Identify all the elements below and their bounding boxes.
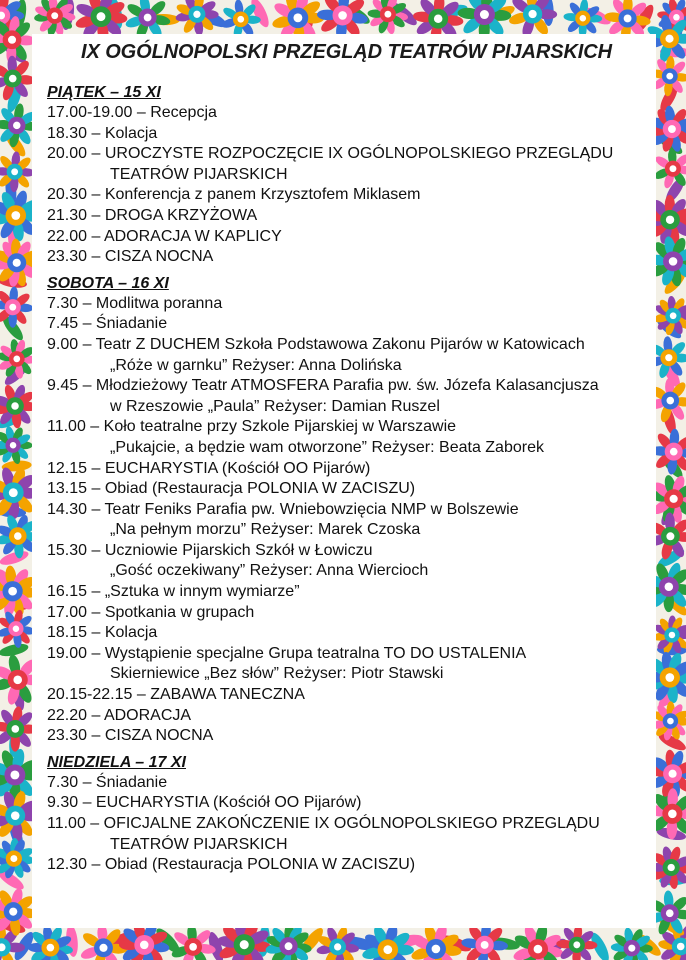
- schedule-line: 7.30 – Modlitwa poranna: [47, 294, 223, 312]
- schedule-line: 15.30 – Uczniowie Pijarskich Szkół w Łowiczu: [47, 541, 373, 559]
- flower-ornament: [0, 425, 32, 465]
- schedule-line-continuation: „Róże w garnku” Reżyser: Anna Dolińska: [110, 356, 402, 374]
- schedule-line: 18.15 – Kolacja: [47, 624, 158, 642]
- schedule-line: 12.15 – EUCHARYSTIA (Kościół OO Pijarów): [47, 459, 371, 477]
- flower-ornament: [28, 924, 74, 960]
- schedule-line: 13.15 – Obiad (Restauracja POLONIA W ZACISZU): [47, 480, 416, 498]
- flower-ornament: [34, 0, 76, 37]
- schedule-line: 23.30 – CISZA NOCNA: [47, 727, 214, 745]
- schedule-line: 20.15-22.15 – ZABAWA TANECZNA: [47, 686, 305, 704]
- flower-ornament: [611, 927, 653, 960]
- flower-ornament: [175, 0, 219, 36]
- schedule-line: 14.30 – Teatr Feniks Parafia pw. Wniebowzięcia NMP w Bolszewie: [47, 500, 519, 518]
- schedule-line-continuation: TEATRÓW PIJARSKICH: [110, 835, 288, 853]
- schedule-line-continuation: „Gość oczekiwany” Reżyser: Anna Wiercioch: [110, 562, 429, 580]
- schedule-line: 11.00 – Koło teatralne przy Szkole Pijarskiej w Warszawie: [47, 418, 457, 436]
- flower-ornament: [653, 296, 686, 336]
- flower-ornament: [367, 0, 408, 35]
- schedule-line-continuation: „Pukajcie, a będzie wam otworzone” Reżyser: Beata Zaborek: [110, 438, 544, 456]
- schedule-line: 7.45 – Śniadanie: [47, 315, 168, 333]
- day-section-saturday: [47, 274, 646, 747]
- day-heading: SOBOTA – 16 XI: [47, 274, 169, 292]
- schedule-line: 11.00 – OFICJALNE ZAKOŃCZENIE IX OGÓLNOPOLSKIEGO PRZEGLĄDU: [47, 815, 600, 832]
- day-section-sunday: [47, 753, 646, 876]
- flower-ornament: [563, 0, 602, 38]
- schedule-line: 7.30 – Śniadanie: [47, 773, 168, 791]
- schedule-line: 9.30 – EUCHARYSTIA (Kościół OO Pijarów): [47, 794, 362, 812]
- flower-ornament: [0, 609, 36, 648]
- schedule-line-continuation: „Na pełnym morzu” Reżyser: Marek Czoska: [110, 521, 421, 539]
- flower-ornament: [0, 151, 35, 192]
- day-heading: PIĄTEK – 15 XI: [47, 84, 161, 101]
- schedule-line: 9.45 – Młodzieżowy Teatr ATMOSFERA Parafia pw. św. Józefa Kalasancjusza: [47, 377, 599, 395]
- schedule-line: 12.30 – Obiad (Restauracja POLONIA W ZACISZU): [47, 856, 416, 874]
- day-section-friday: [47, 83, 646, 268]
- schedule-line: 17.00 – Spotkania w grupach: [47, 603, 255, 621]
- schedule-line: 20.00 – UROCZYSTE ROZPOCZĘCIE IX OGÓLNOPOLSKIEGO PRZEGLĄDU: [47, 145, 614, 163]
- page-title: IX OGÓLNOPOLSKI PRZEGLĄD TEATRÓW PIJARSKICH: [81, 41, 612, 63]
- schedule-line-continuation: w Rzeszowie „Paula” Reżyser: Damian Ruszel: [110, 397, 440, 415]
- flower-ornament: [653, 148, 686, 189]
- schedule-line-continuation: Skierniewice „Bez słów” Reżyser: Piotr Stawski: [110, 665, 444, 683]
- flower-ornament: [512, 923, 564, 960]
- schedule-line: 17.00-19.00 – Recepcja: [47, 104, 217, 121]
- schedule-line: 9.00 – Teatr Z DUCHEM Szkoła Podstawowa Zakonu Pijarów w Katowicach: [47, 335, 585, 353]
- day-heading: NIEDZIELA – 17 XI: [47, 753, 186, 771]
- schedule-line: 22.20 – ADORACJA: [47, 706, 192, 724]
- schedule-line-continuation: TEATRÓW PIJARSKICH: [110, 165, 288, 183]
- flower-ornament: [0, 838, 35, 880]
- flower-ornament: [410, 923, 462, 960]
- schedule-line: 16.15 – „Sztuka w innym wymiarze”: [47, 583, 300, 601]
- flower-ornament: [361, 923, 414, 960]
- schedule-line: 19.00 – Wystąpienie specjalne Grupa teatralna TO DO USTALENIA: [47, 644, 527, 662]
- schedule-line: 23.30 – CISZA NOCNA: [47, 248, 214, 266]
- leaf-ornament: [248, 0, 272, 30]
- schedule-line: 21.30 – DROGA KRZYŻOWA: [47, 206, 258, 224]
- program-card: [32, 34, 656, 928]
- schedule-line: 18.30 – Kolacja: [47, 124, 158, 142]
- flower-ornament: [556, 924, 597, 960]
- schedule-line: 20.30 – Konferencja z panem Krzysztofem Miklasem: [47, 186, 421, 204]
- schedule-line: 22.00 – ADORACJA W KAPLICY: [47, 227, 282, 245]
